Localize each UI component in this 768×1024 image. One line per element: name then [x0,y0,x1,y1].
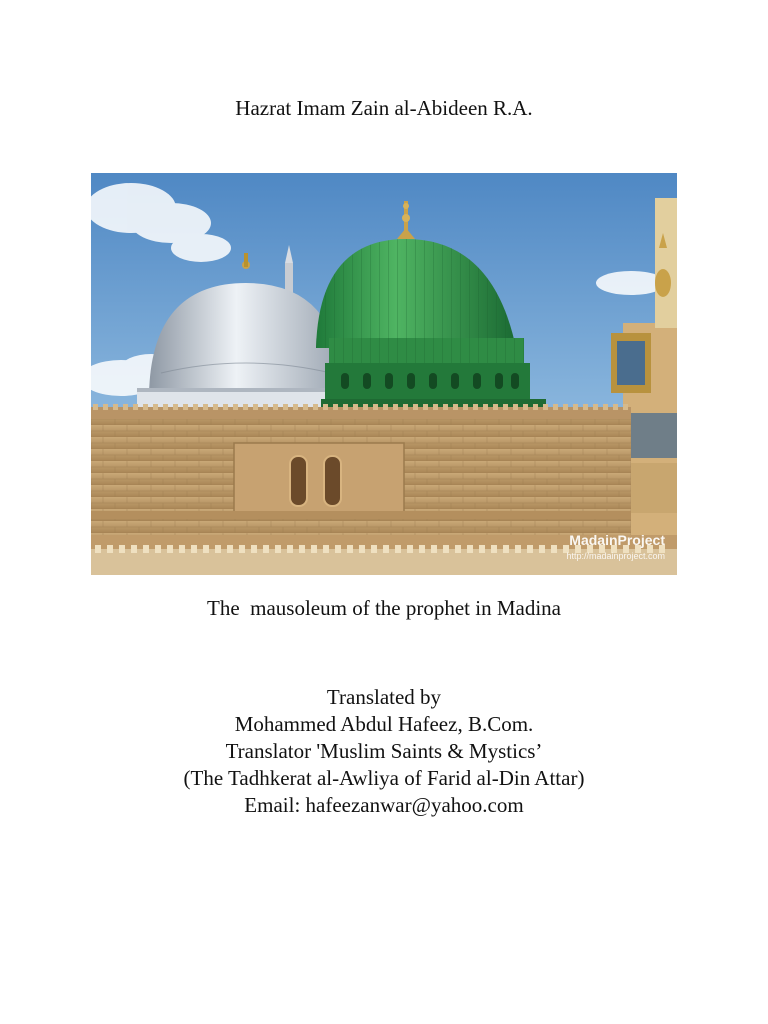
credits-line-translator-work: Translator 'Muslim Saints & Mystics’ [225,739,543,763]
watermark-url: http://madainproject.com [566,551,665,561]
watermark-name: MadainProject [569,532,665,548]
page-title: Hazrat Imam Zain al-Abideen R.A. [235,96,533,120]
credits-block [0,684,768,819]
credits-line-book-title: (The Tadhkerat al-Awliya of Farid al-Din Attar) [183,766,585,790]
photo-caption: The mausoleum of the prophet in Madina [207,596,561,620]
credits-line-translator-name: Mohammed Abdul Hafeez, B.Com. [234,712,534,736]
credits-line-email: Email: hafeezanwar@yahoo.com [244,793,524,817]
credits-line-translated-by: Translated by [326,685,442,709]
mausoleum-photo [91,173,677,575]
